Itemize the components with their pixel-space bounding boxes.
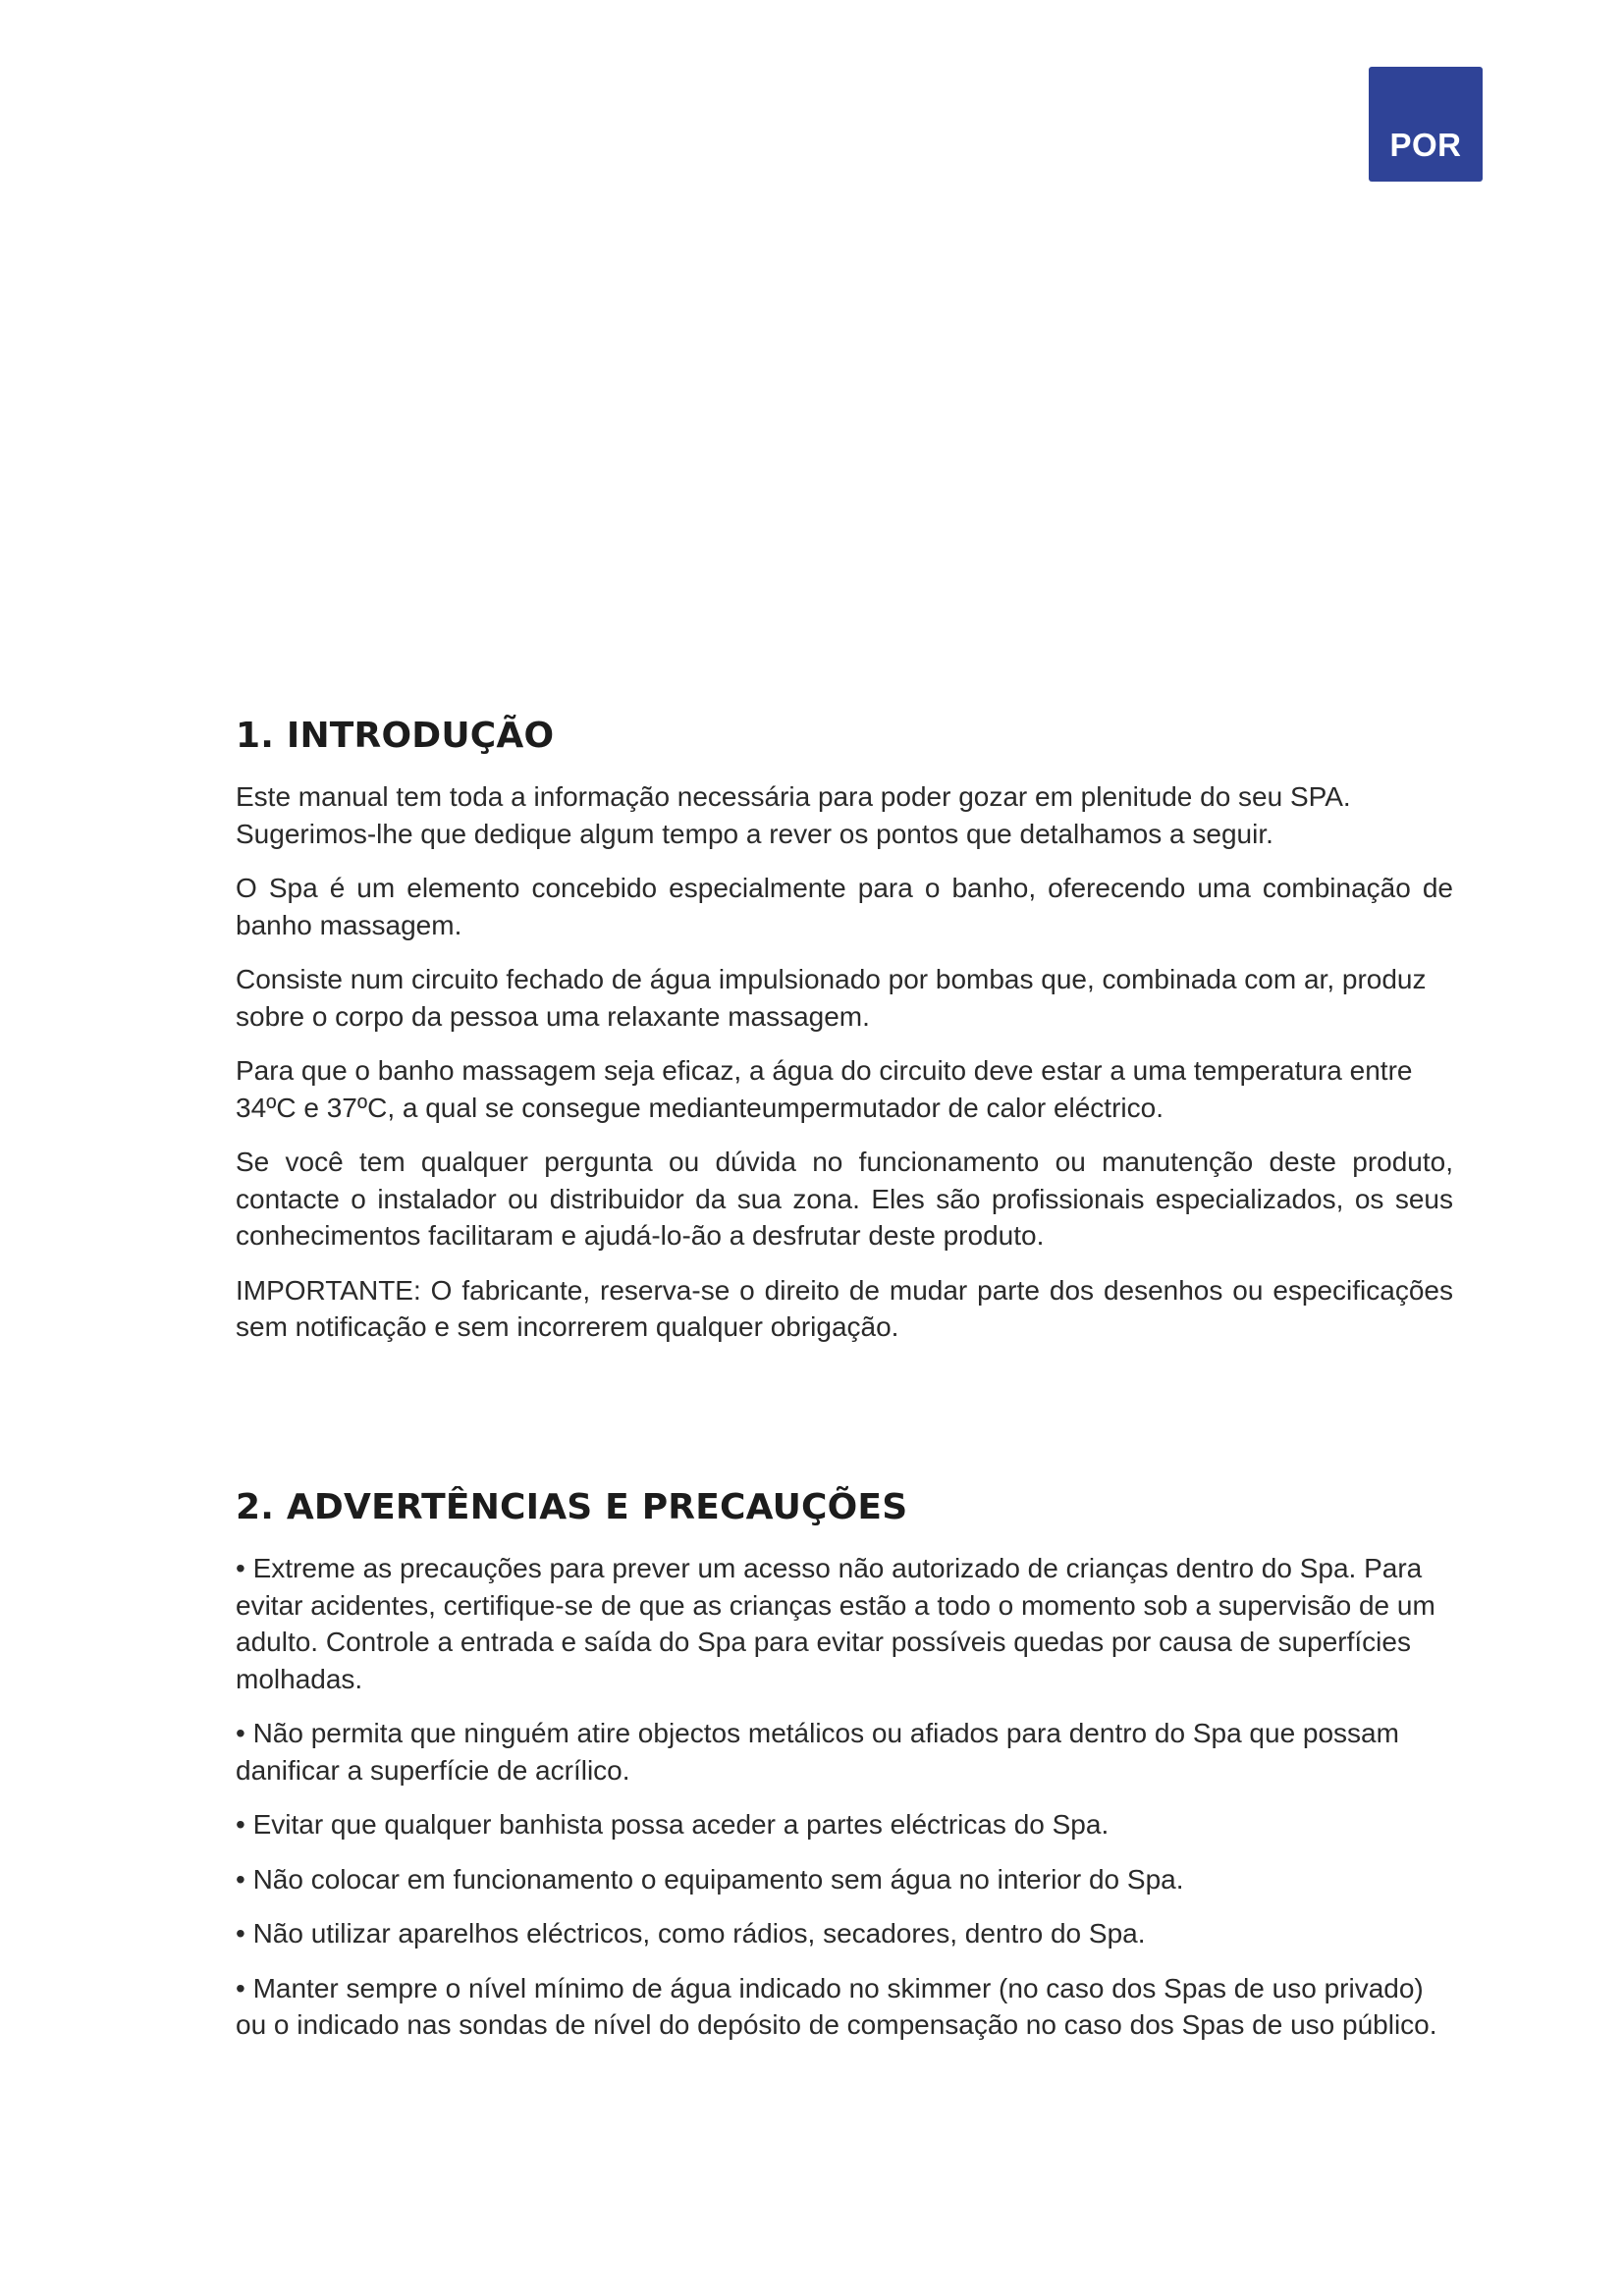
section-warnings: [236, 1486, 1453, 2061]
warning-item: • Evitar que qualquer banhista possa aceder a partes eléctricas do Spa.: [236, 1809, 1110, 1841]
language-tab: [1369, 67, 1483, 182]
paragraph: O Spa é um elemento concebido especialmente para o banho, oferecendo uma combinação de banho massagem.: [236, 873, 1453, 940]
warning-item: • Não permita que ninguém atire objectos metálicos ou afiados para dentro do Spa que possam danificar a superfície de acrílico.: [236, 1718, 1399, 1786]
paragraph: Para que o banho massagem seja eficaz, a água do circuito deve estar a uma temperatura entre 34ºC e 37ºC, a qual se consegue medianteumpermutador de calor eléctrico.: [236, 1055, 1413, 1123]
language-tab-label: POR: [1389, 127, 1462, 163]
paragraph: Se você tem qualquer pergunta ou dúvida no funcionamento ou manutenção deste produto, contacte o instalador ou distribuidor da sua zona. Eles são profissionais especializados, os seus conhecimentos facilitaram e ajudá-lo-ão a desfrutar deste produto.: [236, 1147, 1453, 1252]
paragraph: Consiste num circuito fechado de água impulsionado por bombas que, combinada com ar, produz sobre o corpo da pessoa uma relaxante massagem.: [236, 964, 1427, 1032]
section-title-warnings: 2. ADVERTÊNCIAS E PRECAUÇÕES: [236, 1487, 908, 1527]
warning-item: • Não colocar em funcionamento o equipamento sem água no interior do Spa.: [236, 1863, 1184, 1895]
paragraph: IMPORTANTE: O fabricante, reserva-se o direito de mudar parte dos desenhos ou especificações sem notificação e sem incorrerem qualquer obrigação.: [236, 1274, 1453, 1343]
paragraph: Este manual tem toda a informação necessária para poder gozar em plenitude do seu SPA. Sugerimos-lhe que dedique algum tempo a rever os pontos que detalhamos a seguir.: [236, 781, 1351, 849]
warning-item: • Extreme as precauções para prever um acesso não autorizado de crianças dentro do Spa. Para evitar acidentes, certifique-se de que as crianças estão a todo o momento sob a supervisão de um adulto. Controle a entrada e saída do Spa para evitar possíveis quedas por causa de superfícies molhadas.: [236, 1553, 1435, 1694]
warning-item: • Não utilizar aparelhos eléctricos, como rádios, secadores, dentro do Spa.: [236, 1918, 1146, 1949]
section-title-introduction: 1. INTRODUÇÃO: [236, 716, 555, 756]
warning-item: • Manter sempre o nível mínimo de água indicado no skimmer (no caso dos Spas de uso privado) ou o indicado nas sondas de nível do depósito de compensação no caso dos Spas de uso público.: [236, 1972, 1437, 2041]
section-introduction: [236, 715, 1453, 1363]
